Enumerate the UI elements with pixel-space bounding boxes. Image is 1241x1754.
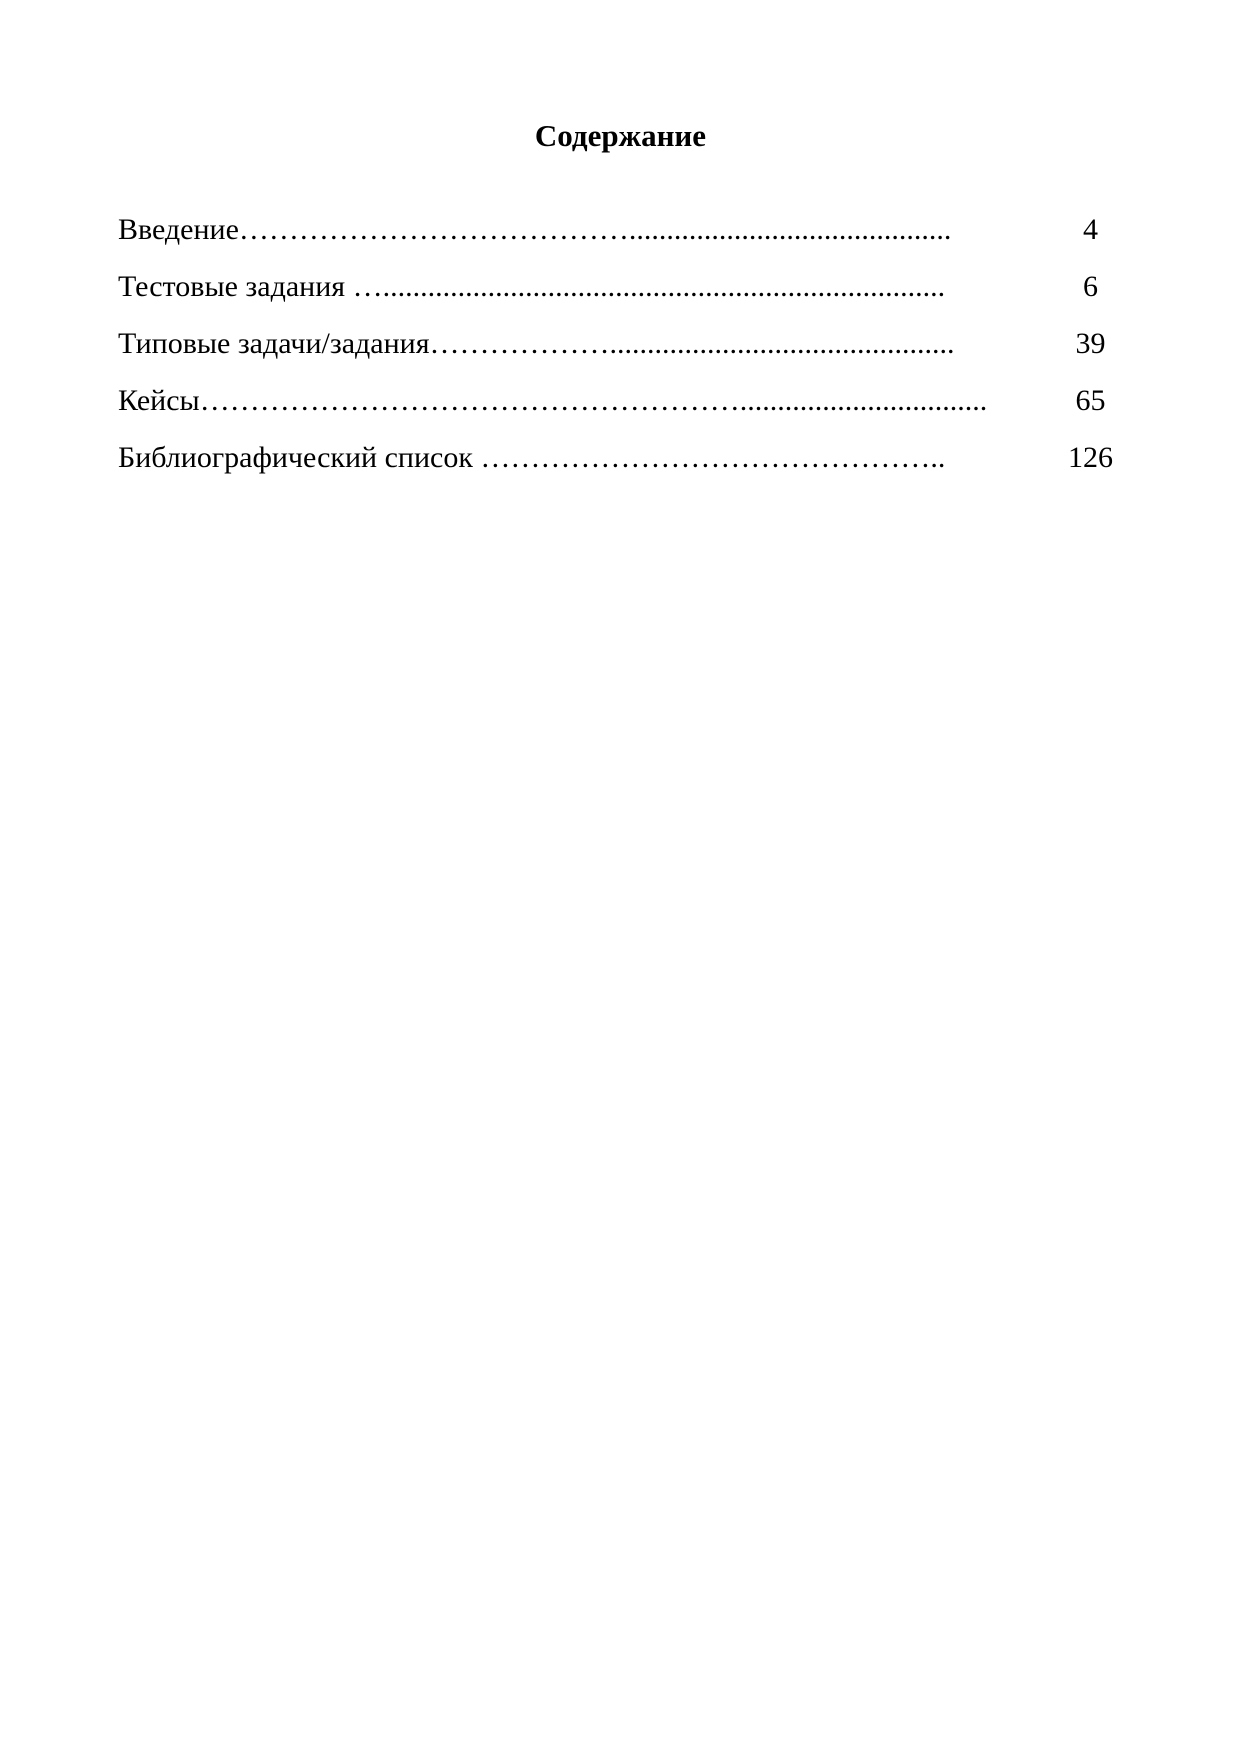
toc-entry-introduction [118,212,1128,269]
toc-entry-typical-tasks [118,326,1128,383]
toc-entry-page: 4 [1083,213,1098,246]
toc-entry-page: 65 [1075,384,1106,417]
toc-entry-text: Введение…………………………………........................................... [118,213,952,246]
toc-entry-cases [118,383,1128,440]
toc-entry-page: 126 [1068,441,1113,474]
toc-entry-text: Тестовые задания …........................................................................... [118,270,946,303]
toc-entry-page: 39 [1075,327,1106,360]
toc-entry-bibliography [118,440,1128,497]
toc-entry-text: Кейсы………………………………………………................................. [118,384,988,417]
table-of-contents [118,212,1128,497]
toc-entry-text: Типовые задачи/задания……………….............................................. [118,327,955,360]
toc-title: Содержание [534,118,707,153]
toc-entry-text: Библиографический список ……………………………………….. [118,441,946,474]
toc-entry-page: 6 [1083,270,1098,303]
toc-entry-test-tasks [118,269,1128,326]
